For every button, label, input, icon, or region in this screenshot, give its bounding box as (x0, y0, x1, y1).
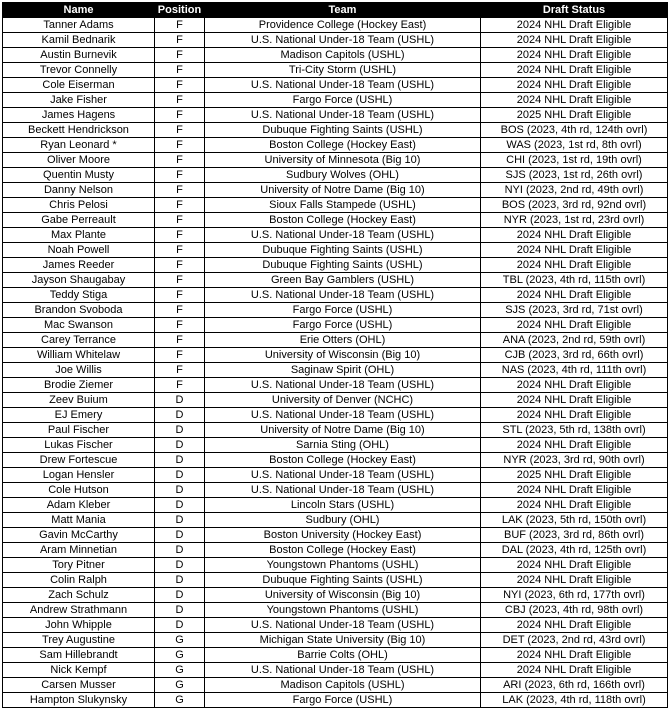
player-name: Jake Fisher (3, 93, 155, 108)
player-draft-status: BOS (2023, 4th rd, 124th ovrl) (481, 123, 668, 138)
player-draft-status: 2024 NHL Draft Eligible (481, 648, 668, 663)
player-draft-status: 2024 NHL Draft Eligible (481, 288, 668, 303)
table-row (3, 588, 668, 603)
player-name: Lukas Fischer (3, 438, 155, 453)
player-position: F (155, 378, 205, 393)
table-row (3, 138, 668, 153)
table-row (3, 573, 668, 588)
player-position: F (155, 243, 205, 258)
player-team: Boston College (Hockey East) (205, 543, 481, 558)
player-position: F (155, 318, 205, 333)
table-row (3, 198, 668, 213)
player-team: University of Denver (NCHC) (205, 393, 481, 408)
player-team: Fargo Force (USHL) (205, 693, 481, 708)
player-name: James Hagens (3, 108, 155, 123)
player-position: D (155, 603, 205, 618)
player-team: Youngstown Phantoms (USHL) (205, 603, 481, 618)
table-row (3, 543, 668, 558)
table-row (3, 93, 668, 108)
column-header-name: Name (3, 3, 155, 18)
player-draft-status: 2024 NHL Draft Eligible (481, 63, 668, 78)
player-draft-status: 2025 NHL Draft Eligible (481, 108, 668, 123)
table-row (3, 483, 668, 498)
table-row (3, 123, 668, 138)
player-position: D (155, 408, 205, 423)
player-name: Andrew Strathmann (3, 603, 155, 618)
player-name: Hampton Slukynsky (3, 693, 155, 708)
player-name: Mac Swanson (3, 318, 155, 333)
player-name: Kamil Bednarik (3, 33, 155, 48)
player-draft-status: 2024 NHL Draft Eligible (481, 483, 668, 498)
player-name: Brodie Ziemer (3, 378, 155, 393)
player-team: U.S. National Under-18 Team (USHL) (205, 663, 481, 678)
player-position: G (155, 663, 205, 678)
player-position: D (155, 588, 205, 603)
player-draft-status: TBL (2023, 4th rd, 115th ovrl) (481, 273, 668, 288)
player-position: D (155, 558, 205, 573)
player-draft-status: WAS (2023, 1st rd, 8th ovrl) (481, 138, 668, 153)
player-team: Boston University (Hockey East) (205, 528, 481, 543)
player-position: F (155, 198, 205, 213)
table-row (3, 228, 668, 243)
player-position: D (155, 453, 205, 468)
player-team: Madison Capitols (USHL) (205, 678, 481, 693)
player-draft-status: NYI (2023, 2nd rd, 49th ovrl) (481, 183, 668, 198)
player-team: Youngstown Phantoms (USHL) (205, 558, 481, 573)
table-row (3, 258, 668, 273)
player-draft-status: SJS (2023, 3rd rd, 71st ovrl) (481, 303, 668, 318)
table-row (3, 48, 668, 63)
player-draft-status: 2024 NHL Draft Eligible (481, 558, 668, 573)
table-row (3, 33, 668, 48)
player-name: Colin Ralph (3, 573, 155, 588)
table-row (3, 558, 668, 573)
player-position: D (155, 438, 205, 453)
player-team: U.S. National Under-18 Team (USHL) (205, 288, 481, 303)
player-name: Nick Kempf (3, 663, 155, 678)
player-position: F (155, 153, 205, 168)
player-team: Dubuque Fighting Saints (USHL) (205, 243, 481, 258)
player-position: F (155, 273, 205, 288)
table-row (3, 453, 668, 468)
player-team: Boston College (Hockey East) (205, 213, 481, 228)
player-name: Jayson Shaugabay (3, 273, 155, 288)
player-name: Aram Minnetian (3, 543, 155, 558)
player-name: Zach Schulz (3, 588, 155, 603)
player-draft-status: 2024 NHL Draft Eligible (481, 663, 668, 678)
player-position: G (155, 633, 205, 648)
roster-body (3, 18, 668, 708)
player-team: U.S. National Under-18 Team (USHL) (205, 408, 481, 423)
table-row (3, 423, 668, 438)
player-name: Noah Powell (3, 243, 155, 258)
player-team: Madison Capitols (USHL) (205, 48, 481, 63)
player-position: D (155, 423, 205, 438)
player-draft-status: 2025 NHL Draft Eligible (481, 468, 668, 483)
table-row (3, 438, 668, 453)
table-row (3, 213, 668, 228)
player-name: Sam Hillebrandt (3, 648, 155, 663)
table-row (3, 603, 668, 618)
player-team: Sudbury (OHL) (205, 513, 481, 528)
player-draft-status: SJS (2023, 1st rd, 26th ovrl) (481, 168, 668, 183)
player-team: Green Bay Gamblers (USHL) (205, 273, 481, 288)
player-name: Beckett Hendrickson (3, 123, 155, 138)
player-team: Providence College (Hockey East) (205, 18, 481, 33)
player-team: Boston College (Hockey East) (205, 138, 481, 153)
player-draft-status: BUF (2023, 3rd rd, 86th ovrl) (481, 528, 668, 543)
player-position: D (155, 528, 205, 543)
player-draft-status: 2024 NHL Draft Eligible (481, 393, 668, 408)
player-position: D (155, 483, 205, 498)
header-row (3, 3, 668, 18)
player-draft-status: 2024 NHL Draft Eligible (481, 48, 668, 63)
table-row (3, 363, 668, 378)
player-name: Zeev Buium (3, 393, 155, 408)
player-draft-status: STL (2023, 5th rd, 138th ovrl) (481, 423, 668, 438)
player-position: F (155, 78, 205, 93)
player-position: F (155, 213, 205, 228)
player-name: Ryan Leonard * (3, 138, 155, 153)
table-row (3, 393, 668, 408)
player-team: Fargo Force (USHL) (205, 93, 481, 108)
player-draft-status: NYR (2023, 3rd rd, 90th ovrl) (481, 453, 668, 468)
player-position: F (155, 348, 205, 363)
player-draft-status: CBJ (2023, 4th rd, 98th ovrl) (481, 603, 668, 618)
table-row (3, 63, 668, 78)
player-name: Tanner Adams (3, 18, 155, 33)
player-position: F (155, 18, 205, 33)
player-team: Boston College (Hockey East) (205, 453, 481, 468)
player-name: Danny Nelson (3, 183, 155, 198)
player-draft-status: CJB (2023, 3rd rd, 66th ovrl) (481, 348, 668, 363)
table-row (3, 153, 668, 168)
player-name: Quentin Musty (3, 168, 155, 183)
player-position: F (155, 363, 205, 378)
table-row (3, 18, 668, 33)
player-draft-status: ANA (2023, 2nd rd, 59th ovrl) (481, 333, 668, 348)
table-row (3, 648, 668, 663)
player-position: F (155, 303, 205, 318)
table-row (3, 618, 668, 633)
table-row (3, 78, 668, 93)
player-team: Michigan State University (Big 10) (205, 633, 481, 648)
player-name: Chris Pelosi (3, 198, 155, 213)
player-draft-status: 2024 NHL Draft Eligible (481, 498, 668, 513)
player-team: U.S. National Under-18 Team (USHL) (205, 78, 481, 93)
table-row (3, 168, 668, 183)
player-position: F (155, 258, 205, 273)
column-header-draft-status: Draft Status (481, 3, 668, 18)
player-draft-status: 2024 NHL Draft Eligible (481, 33, 668, 48)
table-row (3, 378, 668, 393)
table-row (3, 288, 668, 303)
player-team: U.S. National Under-18 Team (USHL) (205, 33, 481, 48)
player-name: Adam Kleber (3, 498, 155, 513)
player-team: Barrie Colts (OHL) (205, 648, 481, 663)
player-name: Paul Fischer (3, 423, 155, 438)
table-row (3, 513, 668, 528)
player-team: University of Wisconsin (Big 10) (205, 348, 481, 363)
player-team: Tri-City Storm (USHL) (205, 63, 481, 78)
table-row (3, 303, 668, 318)
player-team: Fargo Force (USHL) (205, 318, 481, 333)
player-name: Joe Willis (3, 363, 155, 378)
player-name: Trey Augustine (3, 633, 155, 648)
player-team: U.S. National Under-18 Team (USHL) (205, 108, 481, 123)
player-team: Fargo Force (USHL) (205, 303, 481, 318)
player-draft-status: 2024 NHL Draft Eligible (481, 78, 668, 93)
player-name: John Whipple (3, 618, 155, 633)
player-position: D (155, 573, 205, 588)
player-team: U.S. National Under-18 Team (USHL) (205, 483, 481, 498)
player-draft-status: ARI (2023, 6th rd, 166th ovrl) (481, 678, 668, 693)
player-draft-status: LAK (2023, 5th rd, 150th ovrl) (481, 513, 668, 528)
player-position: F (155, 168, 205, 183)
player-position: G (155, 693, 205, 708)
player-name: Gabe Perreault (3, 213, 155, 228)
player-position: D (155, 393, 205, 408)
player-name: Gavin McCarthy (3, 528, 155, 543)
player-draft-status: 2024 NHL Draft Eligible (481, 18, 668, 33)
table-row (3, 108, 668, 123)
player-name: Logan Hensler (3, 468, 155, 483)
player-name: Austin Burnevik (3, 48, 155, 63)
player-name: Tory Pitner (3, 558, 155, 573)
table-row (3, 408, 668, 423)
player-draft-status: 2024 NHL Draft Eligible (481, 438, 668, 453)
player-team: Erie Otters (OHL) (205, 333, 481, 348)
table-row (3, 348, 668, 363)
player-team: University of Minnesota (Big 10) (205, 153, 481, 168)
player-name: Teddy Stiga (3, 288, 155, 303)
player-team: U.S. National Under-18 Team (USHL) (205, 228, 481, 243)
table-row (3, 333, 668, 348)
player-name: Drew Fortescue (3, 453, 155, 468)
player-name: James Reeder (3, 258, 155, 273)
player-team: U.S. National Under-18 Team (USHL) (205, 618, 481, 633)
player-position: G (155, 648, 205, 663)
table-row (3, 633, 668, 648)
player-position: F (155, 123, 205, 138)
player-name: William Whitelaw (3, 348, 155, 363)
player-team: U.S. National Under-18 Team (USHL) (205, 468, 481, 483)
table-row (3, 678, 668, 693)
player-team: Dubuque Fighting Saints (USHL) (205, 123, 481, 138)
player-position: D (155, 468, 205, 483)
player-position: F (155, 183, 205, 198)
player-name: Oliver Moore (3, 153, 155, 168)
player-draft-status: 2024 NHL Draft Eligible (481, 318, 668, 333)
player-draft-status: BOS (2023, 3rd rd, 92nd ovrl) (481, 198, 668, 213)
table-row (3, 528, 668, 543)
player-draft-status: 2024 NHL Draft Eligible (481, 573, 668, 588)
player-position: F (155, 108, 205, 123)
player-team: Dubuque Fighting Saints (USHL) (205, 573, 481, 588)
player-team: Sudbury Wolves (OHL) (205, 168, 481, 183)
player-position: D (155, 513, 205, 528)
player-draft-status: 2024 NHL Draft Eligible (481, 618, 668, 633)
table-row (3, 663, 668, 678)
player-name: Matt Mania (3, 513, 155, 528)
player-draft-status: DAL (2023, 4th rd, 125th ovrl) (481, 543, 668, 558)
player-team: Sioux Falls Stampede (USHL) (205, 198, 481, 213)
player-position: D (155, 498, 205, 513)
column-header-team: Team (205, 3, 481, 18)
player-draft-status: 2024 NHL Draft Eligible (481, 258, 668, 273)
player-name: Carsen Musser (3, 678, 155, 693)
player-name: Cole Hutson (3, 483, 155, 498)
player-name: Cole Eiserman (3, 78, 155, 93)
player-position: G (155, 678, 205, 693)
player-position: F (155, 333, 205, 348)
player-draft-status: NYR (2023, 1st rd, 23rd ovrl) (481, 213, 668, 228)
player-team: Saginaw Spirit (OHL) (205, 363, 481, 378)
player-position: F (155, 93, 205, 108)
player-position: F (155, 48, 205, 63)
player-team: Dubuque Fighting Saints (USHL) (205, 258, 481, 273)
table-row (3, 273, 668, 288)
player-name: Carey Terrance (3, 333, 155, 348)
player-position: F (155, 288, 205, 303)
player-draft-status: LAK (2023, 4th rd, 118th ovrl) (481, 693, 668, 708)
player-draft-status: 2024 NHL Draft Eligible (481, 378, 668, 393)
table-row (3, 468, 668, 483)
player-draft-status: 2024 NHL Draft Eligible (481, 93, 668, 108)
player-team: University of Notre Dame (Big 10) (205, 183, 481, 198)
player-position: F (155, 33, 205, 48)
player-draft-status: CHI (2023, 1st rd, 19th ovrl) (481, 153, 668, 168)
table-row (3, 498, 668, 513)
player-name: Brandon Svoboda (3, 303, 155, 318)
column-header-position: Position (155, 3, 205, 18)
roster-table (2, 2, 668, 708)
player-team: University of Wisconsin (Big 10) (205, 588, 481, 603)
player-team: University of Notre Dame (Big 10) (205, 423, 481, 438)
player-name: EJ Emery (3, 408, 155, 423)
player-draft-status: NYI (2023, 6th rd, 177th ovrl) (481, 588, 668, 603)
player-position: F (155, 63, 205, 78)
player-draft-status: DET (2023, 2nd rd, 43rd ovrl) (481, 633, 668, 648)
player-position: F (155, 138, 205, 153)
player-name: Trevor Connelly (3, 63, 155, 78)
table-row (3, 693, 668, 708)
player-position: F (155, 228, 205, 243)
player-draft-status: 2024 NHL Draft Eligible (481, 243, 668, 258)
player-team: Sarnia Sting (OHL) (205, 438, 481, 453)
table-row (3, 243, 668, 258)
table-row (3, 183, 668, 198)
player-name: Max Plante (3, 228, 155, 243)
player-team: Lincoln Stars (USHL) (205, 498, 481, 513)
player-position: D (155, 618, 205, 633)
player-team: U.S. National Under-18 Team (USHL) (205, 378, 481, 393)
player-draft-status: NAS (2023, 4th rd, 111th ovrl) (481, 363, 668, 378)
table-row (3, 318, 668, 333)
player-draft-status: 2024 NHL Draft Eligible (481, 228, 668, 243)
player-position: D (155, 543, 205, 558)
player-draft-status: 2024 NHL Draft Eligible (481, 408, 668, 423)
